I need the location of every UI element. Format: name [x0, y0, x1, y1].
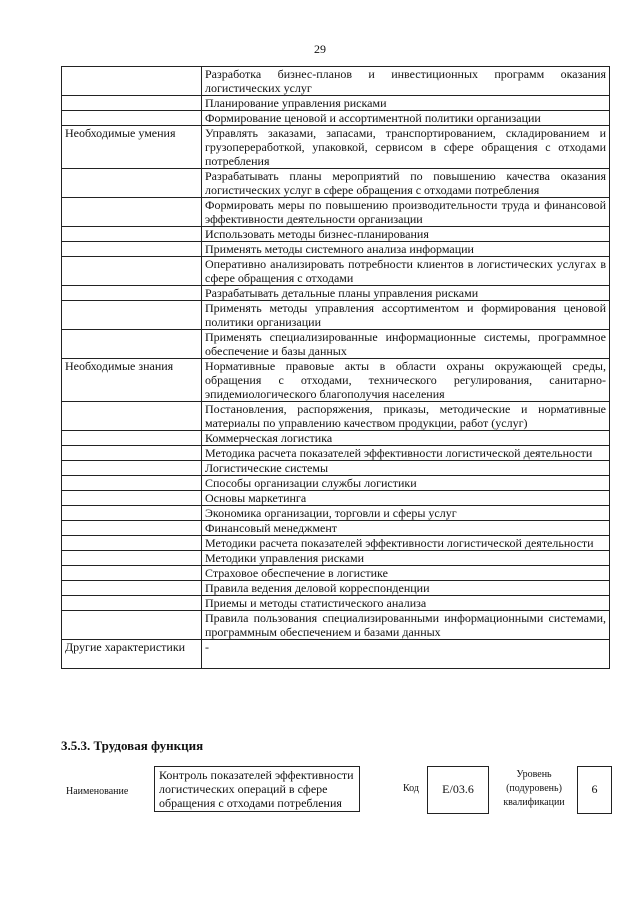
table-row [62, 581, 610, 596]
row-item: Логистические системы [202, 461, 610, 476]
row-category [62, 476, 202, 491]
requirements-table [61, 66, 610, 669]
table-row [62, 536, 610, 551]
table-row [62, 359, 610, 402]
row-category [62, 286, 202, 301]
table-row [62, 67, 610, 96]
level-label: Уровень (подуровень) квалификации [503, 769, 565, 808]
table-row [62, 301, 610, 330]
row-category [62, 596, 202, 611]
table-row [62, 111, 610, 126]
code-box: E/03.6 [427, 766, 489, 814]
table-row [62, 506, 610, 521]
row-category [62, 67, 202, 96]
table-row [62, 491, 610, 506]
row-item: Применять методы управления ассортиментом и формирования ценовой политики организации [202, 301, 610, 330]
row-category [62, 330, 202, 359]
level-box: 6 [577, 766, 612, 814]
page-number: 29 [314, 42, 326, 56]
row-category [62, 461, 202, 476]
row-category [62, 169, 202, 198]
row-item: Основы маркетинга [202, 491, 610, 506]
row-category [62, 242, 202, 257]
table-row [62, 596, 610, 611]
row-category [62, 521, 202, 536]
row-item: Методика расчета показателей эффективности логистической деятельности [202, 446, 610, 461]
row-category [62, 227, 202, 242]
row-item: Разрабатывать детальные планы управления рисками [202, 286, 610, 301]
row-category [62, 431, 202, 446]
row-item: Методики управления рисками [202, 551, 610, 566]
row-category [62, 581, 202, 596]
row-category [62, 446, 202, 461]
table-row [62, 330, 610, 359]
row-category: Необходимые знания [62, 359, 202, 402]
table-row [62, 257, 610, 286]
row-category [62, 111, 202, 126]
table-row [62, 198, 610, 227]
row-item: Применять специализированные информационные системы, программное обеспечение и базы данных [202, 330, 610, 359]
function-name-box: Контроль показателей эффективности логистических операций в сфере обращения с отходами потребления [154, 766, 360, 812]
row-item: Коммерческая логистика [202, 431, 610, 446]
table-row [62, 126, 610, 169]
row-item: Оперативно анализировать потребности клиентов в логистических услугах в сфере обращения с отходами [202, 257, 610, 286]
row-item: Постановления, распоряжения, приказы, методические и нормативные материалы по управлению качеством продукции, работ (услуг) [202, 402, 610, 431]
row-category [62, 551, 202, 566]
row-category: Необходимые умения [62, 126, 202, 169]
row-category [62, 96, 202, 111]
row-item: Управлять заказами, запасами, транспортированием, складированием и грузопереработкой, упаковкой, сервисом в сфере обращения с отходами потребления [202, 126, 610, 169]
table-row [62, 431, 610, 446]
table-row [62, 402, 610, 431]
row-item: Экономика организации, торговли и сферы услуг [202, 506, 610, 521]
row-category: Другие характеристики [62, 640, 202, 669]
row-item: Нормативные правовые акты в области охраны окружающей среды, обращения с отходами, технического регулирования, санитарно-эпидемиологического благополучия населения [202, 359, 610, 402]
row-item: Приемы и методы статистического анализа [202, 596, 610, 611]
table-row [62, 96, 610, 111]
row-item: Разработка бизнес-планов и инвестиционных программ оказания логистических услуг [202, 67, 610, 96]
row-category [62, 402, 202, 431]
table-row [62, 461, 610, 476]
table-row [62, 566, 610, 581]
row-category [62, 611, 202, 640]
row-category [62, 491, 202, 506]
row-category [62, 536, 202, 551]
table-row [62, 286, 610, 301]
row-item: Формировать меры по повышению производительности труда и финансовой эффективности деятельности организации [202, 198, 610, 227]
row-item: Правила пользования специализированными информационными системами, программным обеспечением и базами данных [202, 611, 610, 640]
row-item: - [202, 640, 610, 669]
row-category [62, 257, 202, 286]
table-row [62, 521, 610, 536]
code-label: Код [403, 783, 419, 794]
table-row [62, 640, 610, 669]
row-category [62, 198, 202, 227]
row-item: Планирование управления рисками [202, 96, 610, 111]
row-category [62, 301, 202, 330]
table-row [62, 476, 610, 491]
row-category [62, 566, 202, 581]
row-item: Использовать методы бизнес-планирования [202, 227, 610, 242]
row-item: Формирование ценовой и ассортиментной политики организации [202, 111, 610, 126]
table-row [62, 242, 610, 257]
name-label: Наименование [66, 786, 129, 797]
row-item: Правила ведения деловой корреспонденции [202, 581, 610, 596]
table-row [62, 227, 610, 242]
row-item: Финансовый менеджмент [202, 521, 610, 536]
row-item: Применять методы системного анализа информации [202, 242, 610, 257]
row-item: Методики расчета показателей эффективности логистической деятельности [202, 536, 610, 551]
table-row [62, 551, 610, 566]
section-title: 3.5.3. Трудовая функция [61, 738, 204, 753]
row-item: Разрабатывать планы мероприятий по повышению качества оказания логистических услуг в сфере обращения с отходами потребления [202, 169, 610, 198]
row-category [62, 506, 202, 521]
row-item: Страховое обеспечение в логистике [202, 566, 610, 581]
table-row [62, 446, 610, 461]
table-row [62, 611, 610, 640]
table-row [62, 169, 610, 198]
row-item: Способы организации службы логистики [202, 476, 610, 491]
